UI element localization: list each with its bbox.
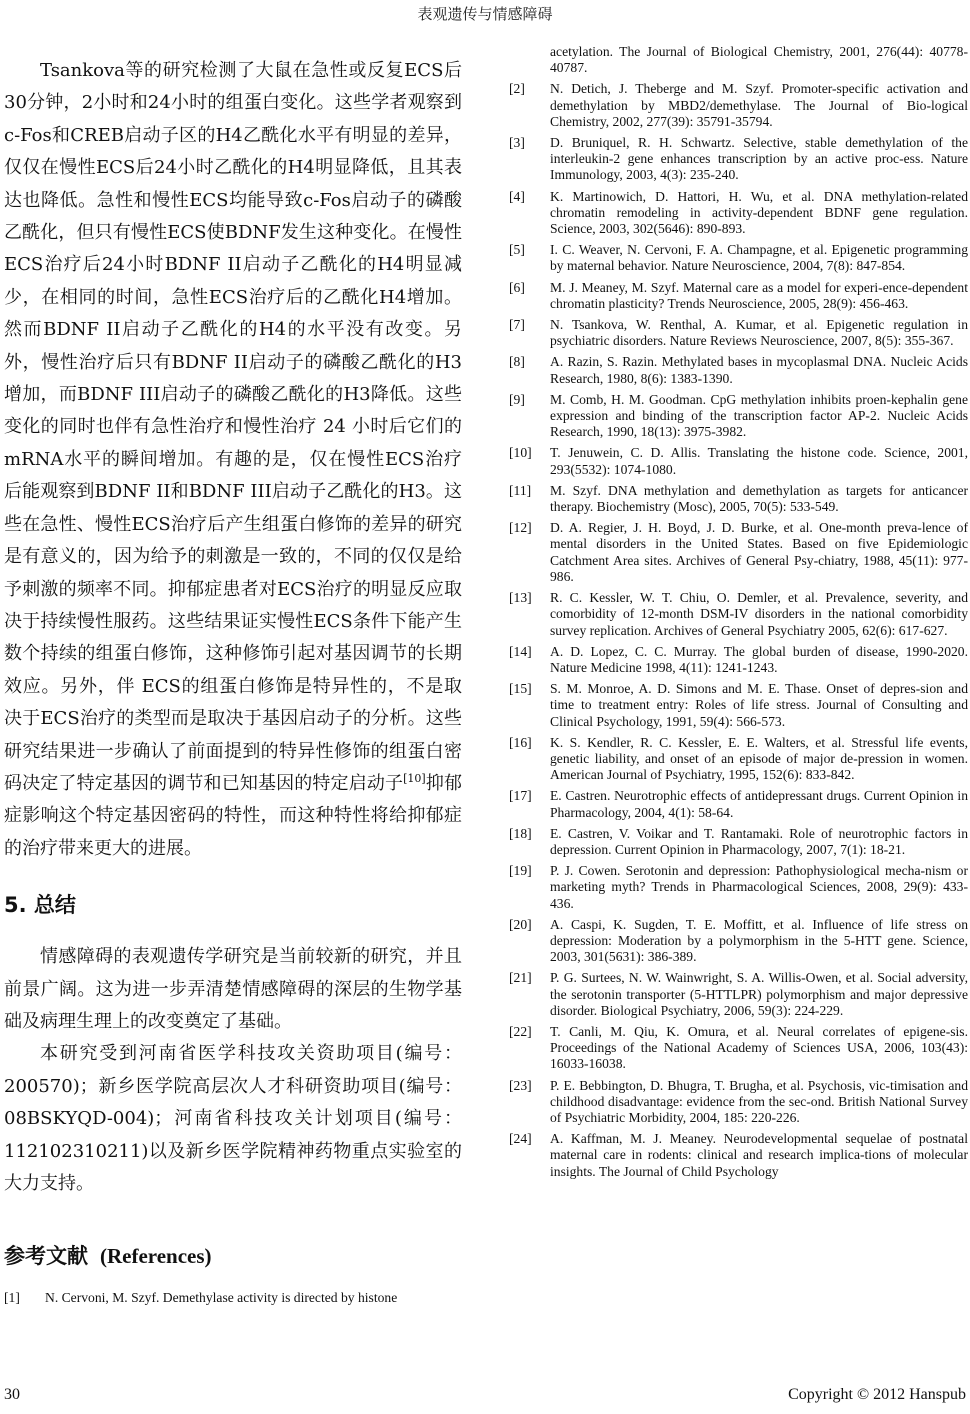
reference-item	[509, 917, 968, 966]
references-heading-en: (References)	[100, 1244, 212, 1269]
reference-number: [4]	[509, 188, 525, 204]
reference-number: [18]	[509, 825, 532, 841]
reference-text: M. Szyf. DNA methylation and demethylation as targets for anticancer therapy. Biochemistry (Mosc), 2005, 70(5): 533-549.	[550, 482, 968, 515]
reference-item	[509, 863, 968, 912]
reference-text: K. S. Kendler, R. C. Kessler, E. E. Walters, et al. Stressful life events, genetic liability, and onset of an episode of major de-pression in women. American Journal of Psychiatry, 1995, 152(6): 833-842.	[550, 734, 968, 783]
reference-text: A. Kaffman, M. J. Meaney. Neurodevelopmental sequelae of postnatal maternal care in rodents: clinical and research implica-tions of molecular insights. The Journal of Child Psychology	[550, 1131, 968, 1179]
reference-item	[509, 483, 968, 515]
reference-text: E. Castren, V. Voikar and T. Rantamaki. Role of neurotrophic factors in depression. Current Opinion in Pharmacology, 2007, 7(1): 18-21.	[550, 825, 968, 857]
reference-number: [12]	[509, 520, 532, 536]
reference-item	[509, 317, 968, 349]
reference-number: [20]	[509, 916, 532, 932]
reference-list	[509, 81, 968, 1179]
reference-number: [14]	[509, 643, 532, 659]
reference-number: [22]	[509, 1023, 532, 1039]
paragraph-text: 抑郁症影响这个特定基因密码的特性，而这种特性将给抑郁症的治疗带来更大的进展。	[4, 772, 463, 859]
reference-text: P. E. Bebbington, D. Bhugra, T. Brugha, et al. Psychosis, vic-timisation and childhood disadvantage: evidence from the sec-ond. British National Survey of Psychiatric Morbidity, 2004, 185: 220-226.	[550, 1077, 968, 1125]
reference-text: N. Tsankova, W. Renthal, A. Kumar, et al. Epigenetic regulation in psychiatric disorders. Nature Reviews Neuroscience, 2007, 8(5): 355-367.	[550, 317, 968, 349]
reference-number: [1]	[4, 1290, 20, 1306]
reference-number: [10]	[509, 445, 532, 461]
acknowledgement-paragraph: 本研究受到河南省医学科技攻关资助项目(编号：200570)；新乡医学院高层次人才科研资助项目(编号：08BSKYQD-004)；河南省科技攻关计划项目(编号：112102310211)以及新乡医学院精神药物重点实验室的大力支持。	[4, 1043, 462, 1194]
reference-item	[509, 280, 968, 312]
reference-text: M. J. Meaney, M. Szyf. Maternal care as a model for experi-ence-dependent chromatin plasticity? Trends Neuroscience, 2005, 28(9): 456-463.	[550, 279, 968, 311]
reference-number: [8]	[509, 354, 525, 370]
reference-item	[509, 81, 968, 130]
reference-item	[509, 445, 968, 477]
reference-number: [7]	[509, 317, 525, 333]
reference-number: [13]	[509, 590, 532, 606]
reference-text: N. Cervoni, M. Szyf. Demethylase activity is directed by histone	[45, 1290, 398, 1306]
citation-superscript: [10]	[403, 771, 426, 785]
reference-number: [23]	[509, 1077, 532, 1093]
reference-number: [21]	[509, 970, 532, 986]
paragraph-text: Tsankova等的研究检测了大鼠在急性或反复ECS后30分钟，2小时和24小时的组蛋白变化。这些学者观察到c-Fos和CREB启动子区的H4乙酰化水平有明显的差异，仅仅在慢性ECS后24小时乙酰化的H4明显降低，且其表达也降低。急性和慢性ECS均能导致c-Fos启动子的磷酸乙酰化，但只有慢性ECS使BDNF发生这种变化。在慢性ECS治疗后24小时BDNF II启动子乙酰化的H4明显减少，在相同的时间，急性ECS治疗后的乙酰化H4增加。然而BDNF II启动子乙酰化的H4的水平没有改变。另外，慢性治疗后只有BDNF II启动子的磷酸乙酰化的H3增加，而BDNF III启动子的磷酸乙酰化的H3降低。这些变化的同时也伴有急性治疗和慢性治疗 24 小时后它们的mRNA水平的瞬间增加。有趣的是，仅在慢性ECS治疗后能观察到BDNF II和BDNF III启动子乙酰化的H3。这些在急性、慢性ECS治疗后产生组蛋白修饰的差异的研究是有意义的，因为给予的刺激是一致的，不同的仅仅是给予刺激的频率不同。抑郁症患者对ECS治疗的明显反应取决于持续慢性服药。这些结果证实慢性ECS条件下能产生数个持续的组蛋白修饰，这种修饰引起对基因调节的长期效应。另外，伴 ECS的组蛋白修饰是特异性的，不是取决于ECS治疗的类型而是取决于基因启动子的分析。这些研究结果进一步确认了前面提到的特异性修饰的组蛋白密码决定了特定基因的调节和已知基因的特定启动子	[4, 60, 462, 794]
reference-item	[509, 354, 968, 386]
section-heading: 5. 总结	[4, 893, 76, 918]
reference-item	[509, 392, 968, 441]
body-paragraph-2: 情感障碍的表观遗传学研究是当前较新的研究，并且前景广阔。这为进一步弄清楚情感障碍的深层的生物学基础及病理生理上的改变奠定了基础。	[4, 946, 462, 1032]
reference-text: A. Caspi, K. Sugden, T. E. Moffitt, et al. Influence of life stress on depression: Moderation by a polymorphism in the 5-HTT gene. Science, 2003, 301(5631): 386-389.	[550, 916, 968, 965]
reference-text: E. Castren. Neurotrophic effects of antidepressant drugs. Current Opinion in Pharmacology, 2004, 4(1): 58-64.	[550, 788, 968, 820]
running-header: 表观遗传与情感障碍	[417, 5, 553, 23]
reference-item	[4, 1290, 462, 1306]
reference-item	[509, 189, 968, 238]
reference-item	[509, 826, 968, 858]
reference-item	[509, 520, 968, 585]
reference-item	[509, 681, 968, 730]
references-heading	[4, 1240, 462, 1270]
left-column	[4, 55, 462, 1307]
reference-text: A. D. Lopez, C. C. Murray. The global burden of disease, 1990-2020. Nature Medicine 1998, 4(11): 1241-1243.	[550, 643, 968, 675]
reference-item	[509, 644, 968, 676]
reference-item	[509, 788, 968, 820]
reference-text: K. Martinowich, D. Hattori, H. Wu, et al. DNA methylation-related chromatin remodeling in activity-dependent BDNF gene regulation. Science, 2003, 302(5646): 890-893.	[550, 188, 968, 237]
reference-text: A. Razin, S. Razin. Methylated bases in mycoplasmal DNA. Nucleic Acids Research, 1980, 8(6): 1383-1390.	[550, 354, 968, 386]
reference-number: [2]	[509, 81, 525, 97]
reference-number: [19]	[509, 863, 532, 879]
reference-text: N. Detich, J. Theberge and M. Szyf. Promoter-specific activation and demethylation by MBD2/demethylase. The Journal of Bio-logical Chemistry, 2002, 277(39): 35791-35794.	[550, 81, 968, 129]
reference-number: [3]	[509, 135, 525, 151]
body-paragraph-1	[4, 55, 462, 865]
reference-text: P. J. Cowen. Serotonin and depression: Pathophysiological mecha-nism or marketing myth? Trends in Pharmacological Sciences, 2008, 29(9): 433-436.	[550, 863, 968, 911]
reference-item	[509, 135, 968, 184]
reference-text: I. C. Weaver, N. Cervoni, F. A. Champagne, et al. Epigenetic programming by maternal behavior. Nature Neuroscience, 2004, 7(8): 847-854.	[550, 242, 968, 274]
reference-item	[509, 970, 968, 1019]
reference-item	[509, 590, 968, 639]
reference-number: [16]	[509, 734, 532, 750]
reference-item	[509, 1078, 968, 1127]
page-number: 30	[4, 1386, 20, 1403]
reference-item	[509, 735, 968, 784]
reference-continuation: acetylation. The Journal of Biological Chemistry, 2001, 276(44): 40778-40787.	[550, 44, 968, 76]
reference-text: D. Bruniquel, R. H. Schwartz. Selective, stable demethylation of the interleukin-2 gene enhances transcription by an active proc-ess. Nature Immunology, 2003, 4(3): 235-240.	[550, 135, 968, 183]
reference-number: [6]	[509, 279, 525, 295]
reference-number: [11]	[509, 482, 532, 498]
reference-number: [5]	[509, 242, 525, 258]
reference-number: [15]	[509, 681, 532, 697]
references-heading-cn: 参考文献	[4, 1244, 88, 1269]
reference-number: [9]	[509, 391, 525, 407]
reference-text: T. Jenuwein, C. D. Allis. Translating the histone code. Science, 2001, 293(5532): 1074-1080.	[550, 445, 968, 477]
reference-text: S. M. Monroe, A. D. Simons and M. E. Thase. Onset of depres-sion and time to treatment entry: Roles of life stress. Journal of Consulting and Clinical Psychology, 1991, 59(4): 566-573.	[550, 681, 968, 729]
reference-item	[509, 242, 968, 274]
reference-item	[509, 1024, 968, 1073]
reference-text: M. Comb, H. M. Goodman. CpG methylation inhibits proen-kephalin gene expression and binding of the transcription factor AP-2. Nucleic Acids Research, 1990, 18(13): 3975-3982.	[550, 391, 968, 440]
reference-text: T. Canli, M. Qiu, K. Omura, et al. Neural correlates of epigene-sis. Proceedings of the National Academy of Sciences USA, 2006, 103(43): 16033-16038.	[550, 1023, 968, 1072]
reference-item	[509, 1131, 968, 1180]
right-column	[509, 44, 968, 1185]
reference-number: [24]	[509, 1131, 532, 1147]
reference-number: [17]	[509, 788, 532, 804]
reference-text: D. A. Regier, J. H. Boyd, J. D. Burke, et al. One-month preva-lence of mental disorders in the United States. Based on five Epidemiologic Catchment Area sites. Archives of General Psy-chiatry, 1988, 45(11): 977-986.	[550, 520, 968, 584]
reference-text: P. G. Surtees, N. W. Wainwright, S. A. Willis-Owen, et al. Social adversity, the serotonin transporter (5-HTTLPR) polymorphism and major depressive disorder. Biological Psychiatry, 2006, 59(3): 224-229.	[550, 970, 968, 1018]
copyright-notice: Copyright © 2012 Hanspub	[788, 1386, 966, 1403]
reference-text: R. C. Kessler, W. T. Chiu, O. Demler, et al. Prevalence, severity, and comorbidity of 12-month DSM-IV disorders in the national comorbidity survey replication. Archives of General Psychiatry 2005, 62(6): 617-627.	[550, 590, 968, 638]
